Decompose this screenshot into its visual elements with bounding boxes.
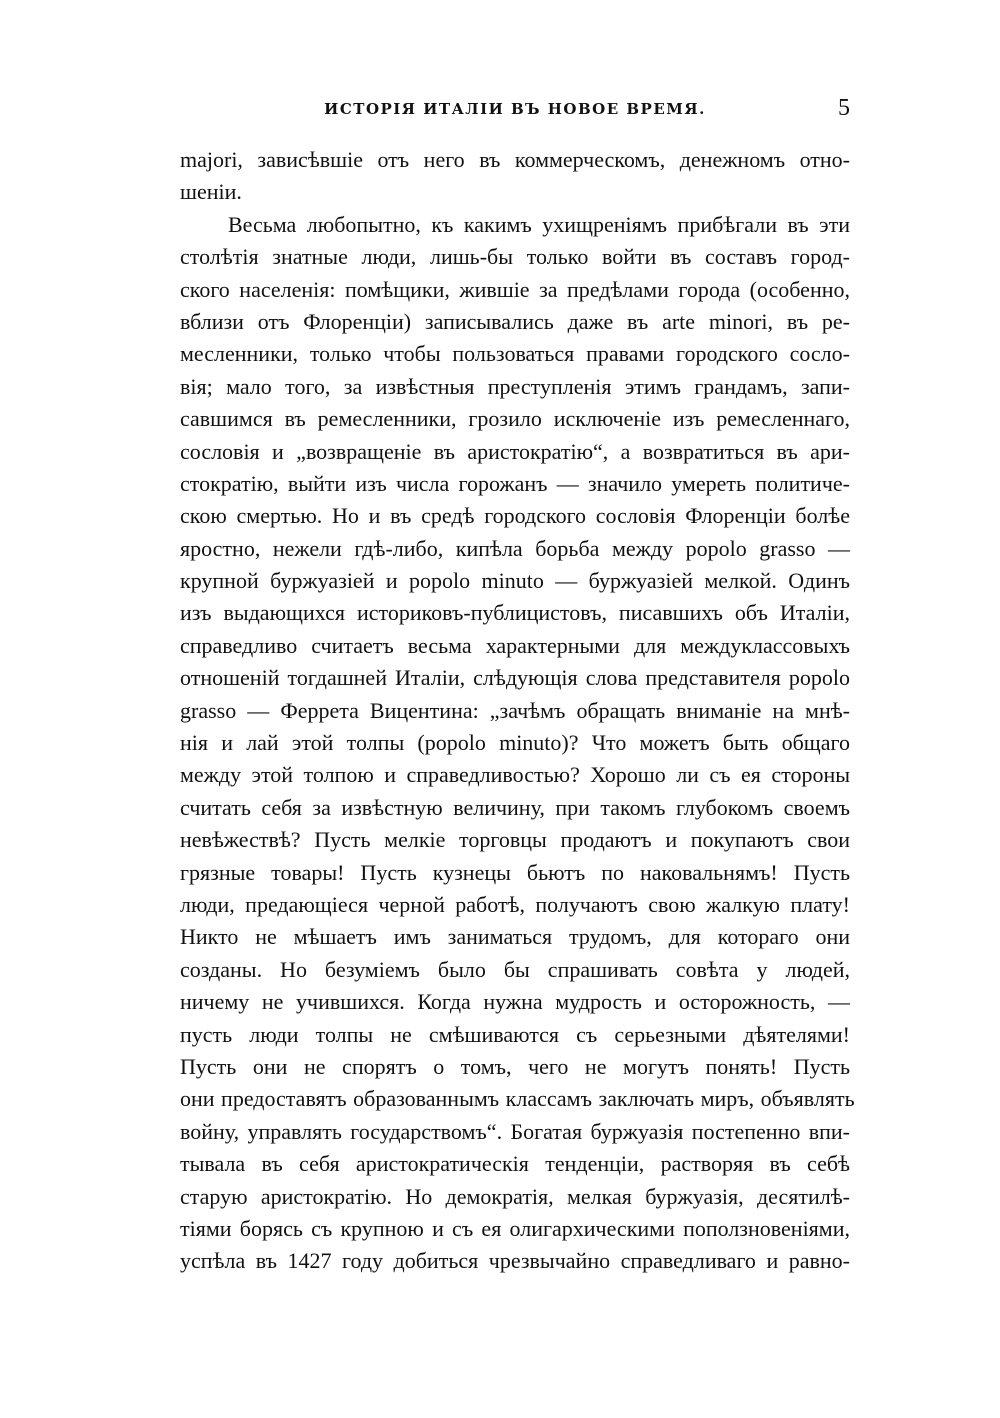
body-text bbox=[180, 144, 855, 1278]
text-line: люди, предающіеся черной работѣ, получаютъ свою жалкую плату! bbox=[180, 891, 850, 917]
text-line: созданы. Но безуміемъ было бы спрашивать совѣта у людей, bbox=[180, 956, 850, 982]
text-line: Никто не мѣшаетъ имъ заниматься трудомъ, для котораго они bbox=[180, 924, 850, 950]
text-line: ничему не учившихся. Когда нужна мудрость и осторожность, — bbox=[180, 989, 850, 1015]
text-line: grasso — Феррета Вицентина: „зачѣмъ обращать вниманіе на мнѣ- bbox=[180, 697, 850, 723]
text-line: тіями борясь съ крупною и съ ея олигархическими поползновеніями, bbox=[180, 1215, 850, 1241]
text-line: изъ выдающихся историковъ-публицистовъ, писавшихъ объ Италіи, bbox=[180, 600, 850, 626]
text-line: пусть люди толпы не смѣшиваются съ серьезными дѣятелями! bbox=[180, 1021, 850, 1047]
text-line: считать себя за извѣстную величину, при такомъ глубокомъ своемъ bbox=[180, 794, 850, 820]
text-line: яростно, нежели гдѣ-либо, кипѣла борьба между popolo grasso — bbox=[180, 535, 850, 561]
page-number: 5 bbox=[838, 95, 850, 121]
text-line: отношеній тогдашней Италіи, слѣдующія слова представителя popolo bbox=[180, 665, 850, 691]
text-line: крупной буржуазіей и popolo minuto — буржуазіей мелкой. Одинъ bbox=[180, 568, 850, 594]
text-line: войну, управлять государствомъ“. Богатая буржуазія постепенно впи- bbox=[180, 1118, 850, 1144]
text-line: между этой толпою и справедливостью? Хорошо ли съ ея стороны bbox=[180, 762, 850, 788]
text-line: справедливо считаетъ весьма характерными для междуклассовыхъ bbox=[180, 632, 850, 658]
text-line: савшимся въ ремесленники, грозило исключеніе изъ ремесленнаго, bbox=[180, 406, 850, 432]
running-title: ИСТОРІЯ ИТАЛІИ ВЪ НОВОЕ ВРЕМЯ. bbox=[324, 100, 706, 118]
text-line: грязные товары! Пусть кузнецы бьютъ по наковальнямъ! Пусть bbox=[180, 859, 850, 885]
text-line: стократію, выйти изъ числа горожанъ — значило умереть политиче- bbox=[180, 470, 850, 496]
text-line: вія; мало того, за извѣстныя преступленія этимъ грандамъ, запи- bbox=[180, 373, 850, 399]
text-line: вблизи отъ Флоренціи) записывались даже въ arte minori, въ ре- bbox=[180, 308, 850, 334]
text-line: шеніи. bbox=[180, 179, 242, 205]
running-head bbox=[180, 96, 850, 122]
text-line: успѣла въ 1427 году добиться чрезвычайно справедливаго и равно- bbox=[180, 1248, 850, 1274]
text-line: Весьма любопытно, къ какимъ ухищреніямъ прибѣгали въ эти bbox=[228, 211, 850, 237]
text-line: столѣтія знатные люди, лишь-бы только войти въ составъ город- bbox=[180, 244, 850, 270]
text-line: они предоставятъ образованнымъ классамъ заключать миръ, объявлять bbox=[180, 1086, 855, 1112]
text-line: сословія и „возвращеніе въ аристократію“, а возвратиться въ ари- bbox=[180, 438, 850, 464]
text-line: тывала въ себя аристократическія тенденціи, растворяя въ себѣ bbox=[180, 1151, 850, 1177]
text-line: нія и лай этой толпы (popolo minuto)? Что можетъ быть общаго bbox=[180, 730, 850, 756]
text-line: ского населенія: помѣщики, жившіе за предѣлами города (особенно, bbox=[180, 276, 850, 302]
text-line: скою смертью. Но и въ средѣ городского сословія Флоренціи болѣе bbox=[180, 503, 850, 529]
text-line: невѣжествѣ? Пусть мелкіе торговцы продаютъ и покупаютъ свои bbox=[180, 827, 850, 853]
text-line: месленники, только чтобы пользоваться правами городского сосло- bbox=[180, 341, 850, 367]
text-line: старую аристократію. Но демократія, мелкая буржуазія, десятилѣ- bbox=[180, 1183, 850, 1209]
text-line: Пусть они не спорятъ о томъ, чего не могутъ понять! Пусть bbox=[180, 1053, 850, 1079]
text-line: majori, зависѣвшіе отъ него въ коммерческомъ, денежномъ отно- bbox=[180, 147, 850, 172]
